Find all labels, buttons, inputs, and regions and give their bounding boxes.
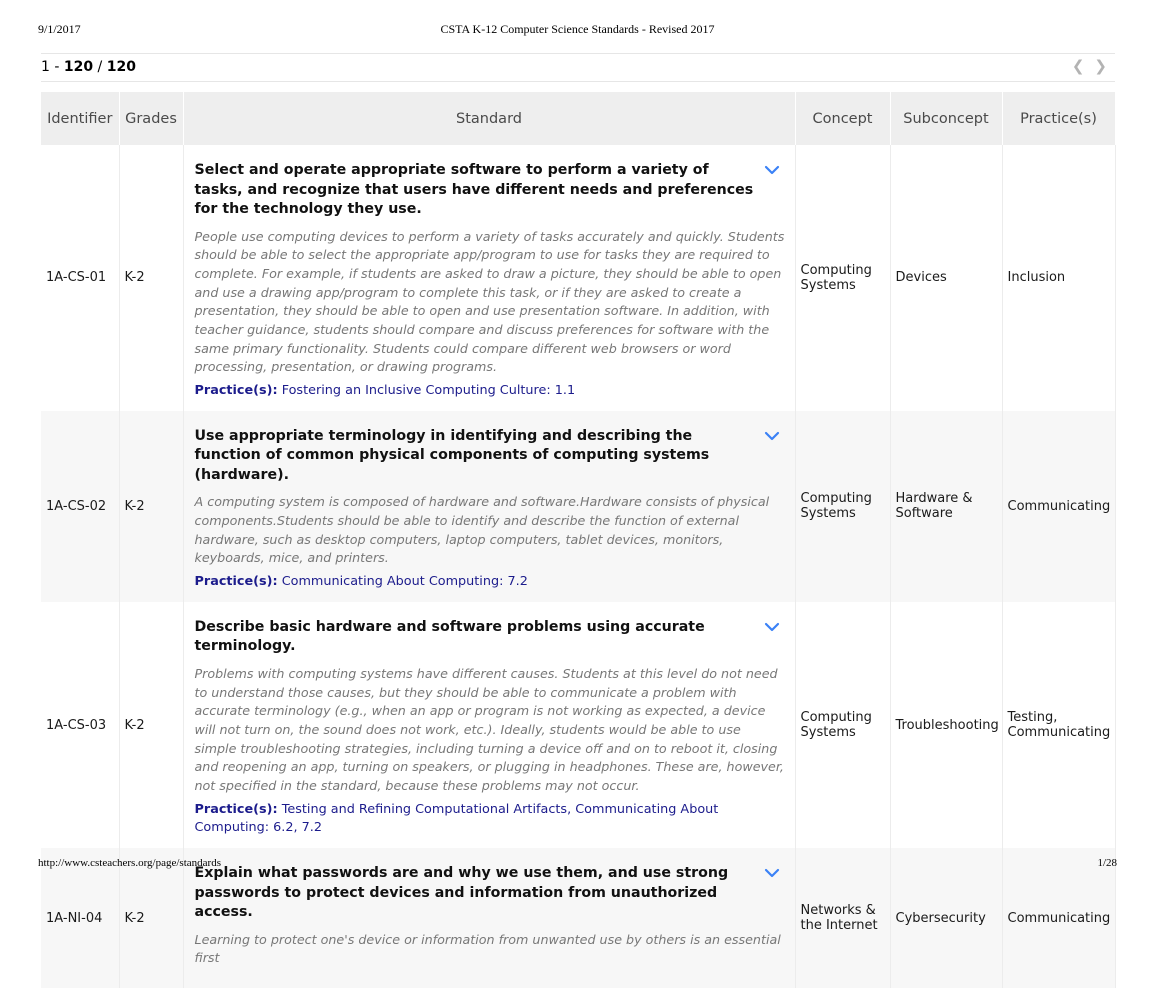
cell-standard xyxy=(183,145,795,411)
column-header-identifier[interactable]: Identifier xyxy=(41,92,119,145)
pagination-nav xyxy=(1062,57,1107,75)
chevron-down-icon[interactable] xyxy=(763,161,781,179)
practice-link[interactable]: Testing and Refining Computational Artifacts, Communicating About Computing: 6.2, 7.2 xyxy=(194,801,719,836)
chevron-down-icon[interactable] xyxy=(763,618,781,636)
column-header-concept[interactable]: Concept xyxy=(795,92,890,145)
practice-label: Practice(s): xyxy=(194,574,278,590)
practice-label: Practice(s): xyxy=(194,801,278,817)
cell-identifier: 1A-CS-03 xyxy=(41,602,119,848)
standard-title xyxy=(195,864,785,923)
standard-text: Select and operate appropriate software to perform a variety of tasks, and recognize that users have different needs and preferences for the technology they use. xyxy=(194,162,754,217)
pagination-count xyxy=(41,59,136,75)
table-row xyxy=(41,602,1115,848)
column-header-subconcept[interactable]: Subconcept xyxy=(890,92,1002,145)
standard-text: Describe basic hardware and software problems using accurate terminology. xyxy=(194,618,705,655)
cell-standard xyxy=(183,602,795,848)
practice-label: Practice(s): xyxy=(194,383,278,399)
cell-practices: Communicating xyxy=(1002,848,1115,988)
cell-concept: Computing Systems xyxy=(795,145,890,411)
print-url: http://www.csteachers.org/page/standards xyxy=(38,857,221,869)
cell-grades: K-2 xyxy=(119,848,183,988)
cell-subconcept: Troubleshooting xyxy=(890,602,1002,848)
print-footer xyxy=(38,857,1117,871)
table-header-row xyxy=(41,92,1115,145)
standards-table xyxy=(41,92,1116,988)
cell-identifier: 1A-CS-02 xyxy=(41,411,119,602)
cell-standard xyxy=(183,411,795,602)
table-toolbar xyxy=(41,53,1115,82)
practice-link[interactable]: Communicating About Computing: 7.2 xyxy=(281,574,528,590)
print-date: 9/1/2017 xyxy=(38,22,81,36)
cell-practices: Inclusion xyxy=(1002,145,1115,411)
total-count: 120 xyxy=(106,59,136,75)
practice-link[interactable]: Fostering an Inclusive Computing Culture: 1.1 xyxy=(281,383,576,399)
next-page-icon[interactable]: ❯ xyxy=(1094,57,1107,75)
standard-title xyxy=(195,618,785,657)
cell-practices: Testing, Communicating xyxy=(1002,602,1115,848)
cell-concept: Computing Systems xyxy=(795,602,890,848)
standard-description: People use computing devices to perform a variety of tasks accurately and quickly. Students should be able to select the appropriate app/program to use for tasks they are required to complete. For example, if students are asked to draw a picture, they should be able to open and use a drawing app/program to complete this task, or if they are asked to create a presentation, they should be able to open and use presentation software. In addition, with teacher guidance, students should compare and discuss preferences for software with the same primary functionality. Students could compare different web browsers or word processing, presentation, or drawing programs. xyxy=(194,228,785,375)
cell-practices: Communicating xyxy=(1002,411,1115,602)
standard-title xyxy=(195,161,785,220)
standard-practice xyxy=(195,382,785,401)
prev-page-icon[interactable]: ❮ xyxy=(1071,57,1085,75)
standard-practice xyxy=(195,573,785,592)
standard-text: Explain what passwords are and why we use them, and use strong passwords to protect devices and information from unauthorized access. xyxy=(194,865,729,921)
cell-grades: K-2 xyxy=(119,602,183,848)
column-header-standard[interactable]: Standard xyxy=(183,92,795,145)
cell-identifier: 1A-NI-04 xyxy=(41,848,119,988)
standard-practice xyxy=(195,801,785,838)
cell-concept: Networks & the Internet xyxy=(795,848,890,988)
print-page-number: 1/28 xyxy=(1097,857,1117,869)
print-header xyxy=(38,22,1117,38)
table-row xyxy=(41,411,1115,602)
column-header-practices[interactable]: Practice(s) xyxy=(1002,92,1115,145)
cell-subconcept: Devices xyxy=(890,145,1002,411)
range-separator: - xyxy=(49,59,64,75)
print-title: CSTA K-12 Computer Science Standards - Revised 2017 xyxy=(440,22,715,36)
range-slash: / xyxy=(93,59,107,75)
standard-text: Use appropriate terminology in identifying and describing the function of common physical components of computing systems (hardware). xyxy=(194,427,710,483)
cell-identifier: 1A-CS-01 xyxy=(41,145,119,411)
standard-title xyxy=(195,427,785,486)
cell-concept: Computing Systems xyxy=(795,411,890,602)
standard-description: Problems with computing systems have different causes. Students at this level do not need to understand those causes, but they should be able to communicate a problem with accurate terminology (e.g., when an app or program is not working as expected, a device will not turn on, the sound does not work, etc.). Ideally, students would be able to use simple troubleshooting strategies, including turning a device off and on to reboot it, closing and reopening an app, turning on speakers, or plugging in headphones. These are, however, not specified in the standard, because these problems may not occur. xyxy=(194,665,784,794)
cell-grades: K-2 xyxy=(119,411,183,602)
cell-subconcept: Hardware & Software xyxy=(890,411,1002,602)
table-row xyxy=(41,145,1115,411)
chevron-down-icon[interactable] xyxy=(763,427,781,445)
standard-description: A computing system is composed of hardware and software.Hardware consists of physical components.Students should be able to identify and describe the function of external hardware, such as desktop computers, laptop computers, tablet devices, monitors, keyboards, mice, and printers. xyxy=(194,494,770,566)
range-end: 120 xyxy=(63,59,94,75)
cell-subconcept: Cybersecurity xyxy=(890,848,1002,988)
range-start: 1 xyxy=(41,59,50,75)
cell-grades: K-2 xyxy=(119,145,183,411)
standard-description: Learning to protect one's device or information from unwanted use by others is an essential first xyxy=(194,931,781,966)
column-header-grades[interactable]: Grades xyxy=(119,92,183,145)
